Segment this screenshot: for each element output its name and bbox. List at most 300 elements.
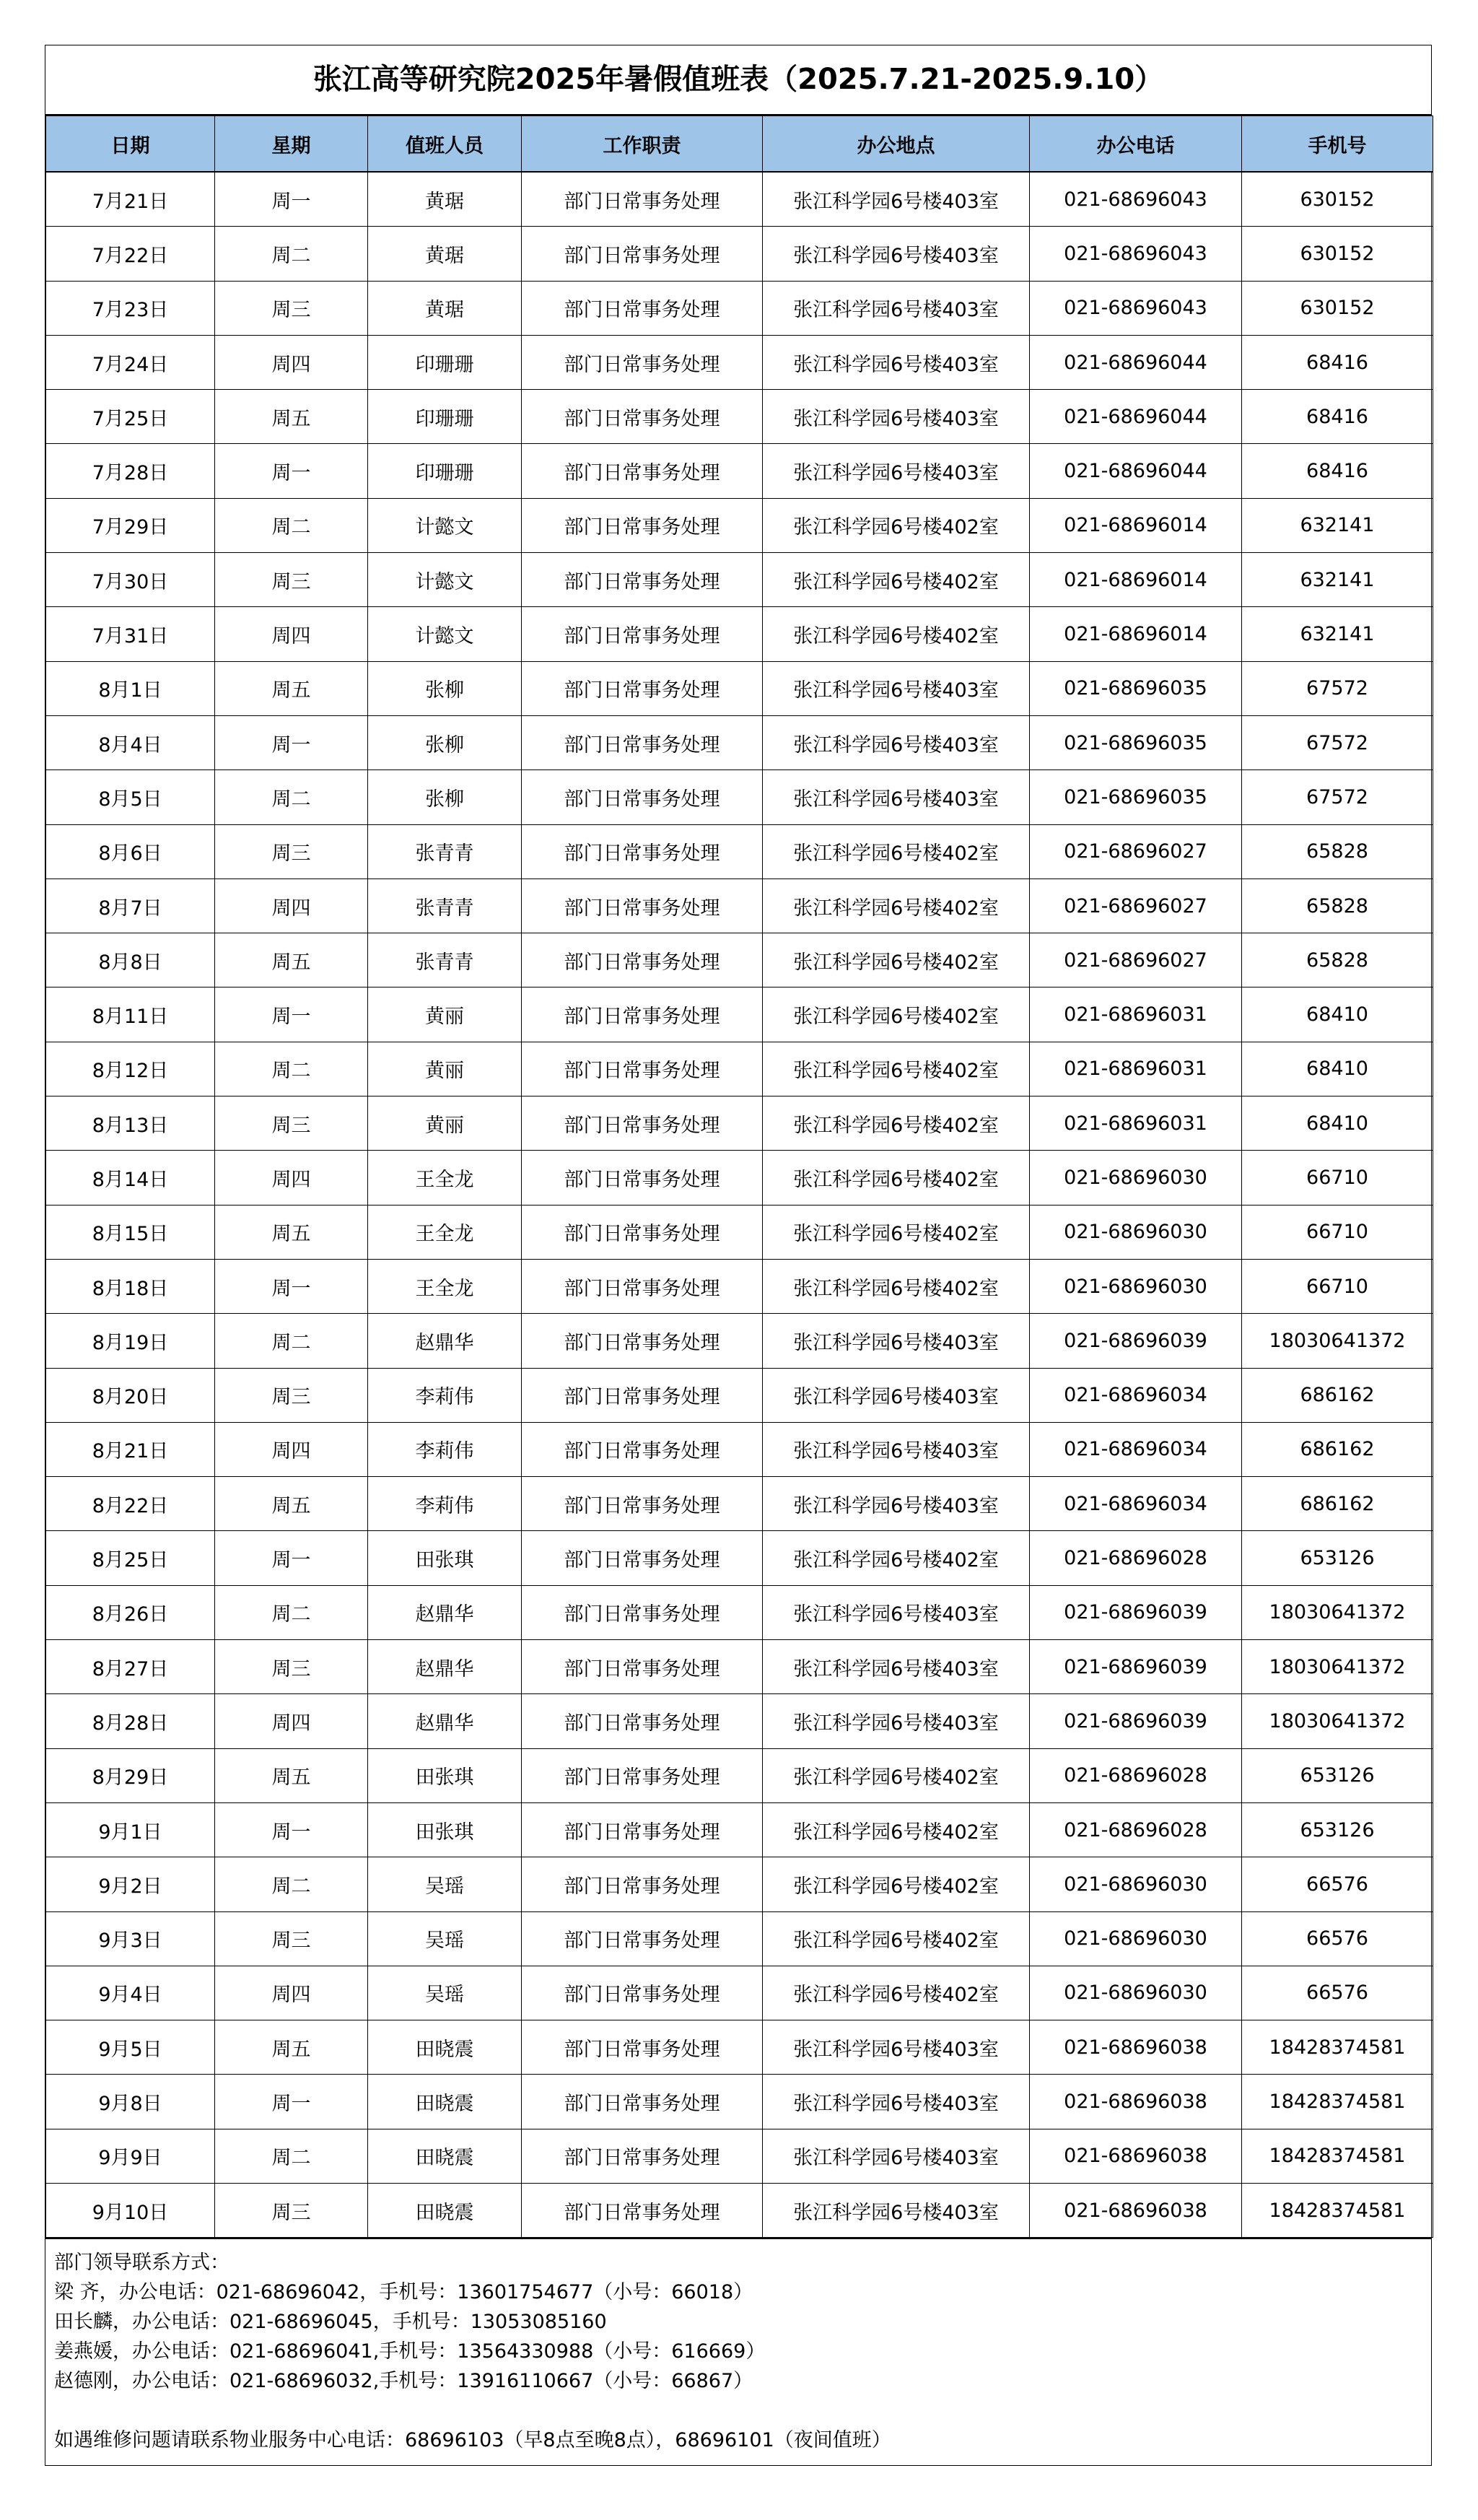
- duty-cell: 部门日常事务处理: [522, 1314, 763, 1368]
- header-weekday: 星期: [215, 116, 368, 173]
- weekday-cell: 周五: [215, 390, 368, 444]
- table-row: [46, 335, 1433, 389]
- mobile-cell: 68410: [1242, 1096, 1433, 1151]
- table-row: [46, 1694, 1433, 1748]
- mobile-cell: 653126: [1242, 1531, 1433, 1585]
- location-cell: 张江科学园6号楼403室: [763, 661, 1030, 715]
- date-cell: 9月5日: [46, 2020, 215, 2075]
- weekday-cell: 周一: [215, 172, 368, 227]
- duty-cell: 部门日常事务处理: [522, 1640, 763, 1694]
- leader-contact: 姜燕媛，办公电话：021-68696041,手机号：13564330988（小号：616669）: [54, 2340, 766, 2363]
- office-phone-cell: 021-68696014: [1030, 498, 1242, 552]
- duty-cell: 部门日常事务处理: [522, 878, 763, 933]
- office-phone-cell: 021-68696030: [1030, 1151, 1242, 1205]
- header-office-phone: 办公电话: [1030, 116, 1242, 173]
- location-cell: 张江科学园6号楼403室: [763, 227, 1030, 281]
- date-cell: 7月30日: [46, 553, 215, 607]
- mobile-cell: 68416: [1242, 390, 1433, 444]
- office-phone-cell: 021-68696044: [1030, 390, 1242, 444]
- office-phone-cell: 021-68696030: [1030, 1966, 1242, 2020]
- mobile-cell: 18428374581: [1242, 2129, 1433, 2183]
- location-cell: 张江科学园6号楼402室: [763, 553, 1030, 607]
- weekday-cell: 周四: [215, 1422, 368, 1476]
- location-cell: 张江科学园6号楼403室: [763, 2075, 1030, 2129]
- office-phone-cell: 021-68696035: [1030, 770, 1242, 824]
- office-phone-cell: 021-68696034: [1030, 1368, 1242, 1422]
- mobile-cell: 66576: [1242, 1966, 1433, 2020]
- staff-cell: 张青青: [368, 933, 522, 987]
- location-cell: 张江科学园6号楼403室: [763, 2020, 1030, 2075]
- mobile-cell: 68416: [1242, 444, 1433, 498]
- date-cell: 8月15日: [46, 1205, 215, 1259]
- staff-cell: 计懿文: [368, 498, 522, 552]
- office-phone-cell: 021-68696035: [1030, 715, 1242, 769]
- duty-cell: 部门日常事务处理: [522, 933, 763, 987]
- staff-cell: 赵鼎华: [368, 1585, 522, 1639]
- staff-cell: 黄丽: [368, 987, 522, 1042]
- weekday-cell: 周五: [215, 661, 368, 715]
- table-row: [46, 498, 1433, 552]
- staff-cell: 田张琪: [368, 1531, 522, 1585]
- mobile-cell: 632141: [1242, 498, 1433, 552]
- weekday-cell: 周一: [215, 987, 368, 1042]
- office-phone-cell: 021-68696027: [1030, 824, 1242, 878]
- table-row: [46, 1205, 1433, 1259]
- mobile-cell: 68410: [1242, 1042, 1433, 1096]
- location-cell: 张江科学园6号楼403室: [763, 172, 1030, 227]
- duty-cell: 部门日常事务处理: [522, 824, 763, 878]
- staff-cell: 田张琪: [368, 1802, 522, 1857]
- staff-cell: 黄琚: [368, 281, 522, 335]
- sheet-title: 张江高等研究院2025年暑假值班表（2025.7.21-2025.9.10）: [45, 45, 1431, 115]
- office-phone-cell: 021-68696039: [1030, 1585, 1242, 1639]
- duty-cell: 部门日常事务处理: [522, 335, 763, 389]
- header-mobile: 手机号: [1242, 116, 1433, 173]
- date-cell: 8月8日: [46, 933, 215, 987]
- table-row: [46, 1748, 1433, 1802]
- weekday-cell: 周五: [215, 1205, 368, 1259]
- staff-cell: 黄琚: [368, 172, 522, 227]
- office-phone-cell: 021-68696030: [1030, 1259, 1242, 1313]
- duty-cell: 部门日常事务处理: [522, 444, 763, 498]
- office-phone-cell: 021-68696027: [1030, 878, 1242, 933]
- weekday-cell: 周二: [215, 1585, 368, 1639]
- staff-cell: 黄丽: [368, 1042, 522, 1096]
- duty-table: [45, 115, 1433, 2238]
- staff-cell: 赵鼎华: [368, 1640, 522, 1694]
- date-cell: 8月11日: [46, 987, 215, 1042]
- staff-cell: 王全龙: [368, 1205, 522, 1259]
- duty-cell: 部门日常事务处理: [522, 553, 763, 607]
- staff-cell: 张柳: [368, 715, 522, 769]
- weekday-cell: 周二: [215, 2129, 368, 2183]
- duty-cell: 部门日常事务处理: [522, 1748, 763, 1802]
- mobile-cell: 66710: [1242, 1259, 1433, 1313]
- office-phone-cell: 021-68696043: [1030, 227, 1242, 281]
- table-row: [46, 770, 1433, 824]
- table-row: [46, 1422, 1433, 1476]
- table-row: [46, 1259, 1433, 1313]
- leaders-heading: 部门领导联系方式：: [54, 2251, 229, 2275]
- date-cell: 9月4日: [46, 1966, 215, 2020]
- date-cell: 7月25日: [46, 390, 215, 444]
- location-cell: 张江科学园6号楼402室: [763, 1259, 1030, 1313]
- location-cell: 张江科学园6号楼403室: [763, 1640, 1030, 1694]
- table-row: [46, 2075, 1433, 2129]
- duty-schedule-sheet: [45, 45, 1432, 2466]
- duty-cell: 部门日常事务处理: [522, 2075, 763, 2129]
- weekday-cell: 周四: [215, 607, 368, 661]
- table-row: [46, 390, 1433, 444]
- header-staff: 值班人员: [368, 116, 522, 173]
- table-header-row: [46, 116, 1433, 173]
- location-cell: 张江科学园6号楼402室: [763, 1911, 1030, 1966]
- date-cell: 7月21日: [46, 172, 215, 227]
- date-cell: 8月18日: [46, 1259, 215, 1313]
- mobile-cell: 67572: [1242, 661, 1433, 715]
- weekday-cell: 周三: [215, 2183, 368, 2237]
- office-phone-cell: 021-68696031: [1030, 1096, 1242, 1151]
- mobile-cell: 18030641372: [1242, 1585, 1433, 1639]
- office-phone-cell: 021-68696030: [1030, 1205, 1242, 1259]
- table-row: [46, 1151, 1433, 1205]
- mobile-cell: 67572: [1242, 770, 1433, 824]
- date-cell: 8月12日: [46, 1042, 215, 1096]
- date-cell: 8月26日: [46, 1585, 215, 1639]
- location-cell: 张江科学园6号楼403室: [763, 2129, 1030, 2183]
- duty-cell: 部门日常事务处理: [522, 1694, 763, 1748]
- weekday-cell: 周五: [215, 933, 368, 987]
- location-cell: 张江科学园6号楼403室: [763, 715, 1030, 769]
- staff-cell: 印珊珊: [368, 444, 522, 498]
- table-row: [46, 1477, 1433, 1531]
- office-phone-cell: 021-68696038: [1030, 2129, 1242, 2183]
- mobile-cell: 632141: [1242, 553, 1433, 607]
- header-location: 办公地点: [763, 116, 1030, 173]
- office-phone-cell: 021-68696034: [1030, 1422, 1242, 1476]
- location-cell: 张江科学园6号楼403室: [763, 281, 1030, 335]
- duty-cell: 部门日常事务处理: [522, 607, 763, 661]
- staff-cell: 印珊珊: [368, 335, 522, 389]
- weekday-cell: 周一: [215, 1259, 368, 1313]
- table-row: [46, 1966, 1433, 2020]
- mobile-cell: 653126: [1242, 1802, 1433, 1857]
- staff-cell: 田晓震: [368, 2075, 522, 2129]
- location-cell: 张江科学园6号楼403室: [763, 1477, 1030, 1531]
- table-row: [46, 933, 1433, 987]
- weekday-cell: 周四: [215, 878, 368, 933]
- date-cell: 8月19日: [46, 1314, 215, 1368]
- office-phone-cell: 021-68696031: [1030, 987, 1242, 1042]
- date-cell: 8月25日: [46, 1531, 215, 1585]
- office-phone-cell: 021-68696044: [1030, 444, 1242, 498]
- repair-note: 如遇维修问题请联系物业服务中心电话：68696103（早8点至晚8点），68696101（夜间值班）: [54, 2429, 891, 2452]
- location-cell: 张江科学园6号楼403室: [763, 1422, 1030, 1476]
- duty-cell: 部门日常事务处理: [522, 1531, 763, 1585]
- staff-cell: 田晓震: [368, 2183, 522, 2237]
- duty-cell: 部门日常事务处理: [522, 1368, 763, 1422]
- mobile-cell: 66576: [1242, 1857, 1433, 1911]
- weekday-cell: 周三: [215, 1640, 368, 1694]
- staff-cell: 李莉伟: [368, 1368, 522, 1422]
- weekday-cell: 周三: [215, 553, 368, 607]
- office-phone-cell: 021-68696014: [1030, 607, 1242, 661]
- mobile-cell: 67572: [1242, 715, 1433, 769]
- staff-cell: 印珊珊: [368, 390, 522, 444]
- weekday-cell: 周四: [215, 1966, 368, 2020]
- staff-cell: 李莉伟: [368, 1477, 522, 1531]
- table-row: [46, 227, 1433, 281]
- duty-cell: 部门日常事务处理: [522, 1966, 763, 2020]
- mobile-cell: 66576: [1242, 1911, 1433, 1966]
- office-phone-cell: 021-68696038: [1030, 2183, 1242, 2237]
- table-row: [46, 1911, 1433, 1966]
- office-phone-cell: 021-68696030: [1030, 1911, 1242, 1966]
- date-cell: 8月6日: [46, 824, 215, 878]
- mobile-cell: 630152: [1242, 227, 1433, 281]
- location-cell: 张江科学园6号楼403室: [763, 1585, 1030, 1639]
- office-phone-cell: 021-68696039: [1030, 1314, 1242, 1368]
- office-phone-cell: 021-68696028: [1030, 1802, 1242, 1857]
- location-cell: 张江科学园6号楼403室: [763, 2183, 1030, 2237]
- duty-cell: 部门日常事务处理: [522, 1259, 763, 1313]
- date-cell: 9月1日: [46, 1802, 215, 1857]
- mobile-cell: 18428374581: [1242, 2075, 1433, 2129]
- table-row: [46, 824, 1433, 878]
- duty-cell: 部门日常事务处理: [522, 1096, 763, 1151]
- location-cell: 张江科学园6号楼403室: [763, 444, 1030, 498]
- mobile-cell: 632141: [1242, 607, 1433, 661]
- table-row: [46, 1585, 1433, 1639]
- mobile-cell: 686162: [1242, 1477, 1433, 1531]
- weekday-cell: 周二: [215, 1042, 368, 1096]
- location-cell: 张江科学园6号楼403室: [763, 1368, 1030, 1422]
- table-row: [46, 1802, 1433, 1857]
- weekday-cell: 周三: [215, 1368, 368, 1422]
- duty-cell: 部门日常事务处理: [522, 1857, 763, 1911]
- location-cell: 张江科学园6号楼402室: [763, 1802, 1030, 1857]
- location-cell: 张江科学园6号楼402室: [763, 824, 1030, 878]
- mobile-cell: 686162: [1242, 1422, 1433, 1476]
- table-row: [46, 172, 1433, 227]
- staff-cell: 赵鼎华: [368, 1314, 522, 1368]
- date-cell: 9月10日: [46, 2183, 215, 2237]
- date-cell: 9月3日: [46, 1911, 215, 1966]
- staff-cell: 吴瑶: [368, 1966, 522, 2020]
- weekday-cell: 周二: [215, 227, 368, 281]
- weekday-cell: 周五: [215, 2020, 368, 2075]
- office-phone-cell: 021-68696028: [1030, 1748, 1242, 1802]
- staff-cell: 吴瑶: [368, 1911, 522, 1966]
- location-cell: 张江科学园6号楼403室: [763, 1314, 1030, 1368]
- weekday-cell: 周四: [215, 1694, 368, 1748]
- duty-cell: 部门日常事务处理: [522, 1042, 763, 1096]
- table-row: [46, 1096, 1433, 1151]
- table-row: [46, 987, 1433, 1042]
- date-cell: 7月22日: [46, 227, 215, 281]
- duty-cell: 部门日常事务处理: [522, 172, 763, 227]
- table-row: [46, 1531, 1433, 1585]
- location-cell: 张江科学园6号楼403室: [763, 390, 1030, 444]
- leader-contact: 梁 齐，办公电话：021-68696042，手机号：13601754677（小号：66018）: [54, 2281, 753, 2304]
- location-cell: 张江科学园6号楼402室: [763, 607, 1030, 661]
- weekday-cell: 周二: [215, 770, 368, 824]
- mobile-cell: 18428374581: [1242, 2183, 1433, 2237]
- date-cell: 8月1日: [46, 661, 215, 715]
- location-cell: 张江科学园6号楼402室: [763, 1096, 1030, 1151]
- weekday-cell: 周二: [215, 1857, 368, 1911]
- location-cell: 张江科学园6号楼402室: [763, 1531, 1030, 1585]
- weekday-cell: 周四: [215, 335, 368, 389]
- mobile-cell: 65828: [1242, 824, 1433, 878]
- table-row: [46, 661, 1433, 715]
- staff-cell: 田晓震: [368, 2129, 522, 2183]
- duty-cell: 部门日常事务处理: [522, 2020, 763, 2075]
- duty-cell: 部门日常事务处理: [522, 2183, 763, 2237]
- office-phone-cell: 021-68696027: [1030, 933, 1242, 987]
- mobile-cell: 68410: [1242, 987, 1433, 1042]
- mobile-cell: 68416: [1242, 335, 1433, 389]
- location-cell: 张江科学园6号楼402室: [763, 933, 1030, 987]
- location-cell: 张江科学园6号楼402室: [763, 1042, 1030, 1096]
- table-row: [46, 607, 1433, 661]
- table-row: [46, 281, 1433, 335]
- weekday-cell: 周五: [215, 1748, 368, 1802]
- header-duty: 工作职责: [522, 116, 763, 173]
- table-row: [46, 2129, 1433, 2183]
- weekday-cell: 周三: [215, 1911, 368, 1966]
- weekday-cell: 周五: [215, 1477, 368, 1531]
- date-cell: 7月24日: [46, 335, 215, 389]
- staff-cell: 吴瑶: [368, 1857, 522, 1911]
- date-cell: 8月22日: [46, 1477, 215, 1531]
- date-cell: 8月5日: [46, 770, 215, 824]
- duty-cell: 部门日常事务处理: [522, 1151, 763, 1205]
- staff-cell: 张青青: [368, 878, 522, 933]
- duty-cell: 部门日常事务处理: [522, 1585, 763, 1639]
- office-phone-cell: 021-68696044: [1030, 335, 1242, 389]
- mobile-cell: 65828: [1242, 933, 1433, 987]
- date-cell: 9月9日: [46, 2129, 215, 2183]
- date-cell: 7月29日: [46, 498, 215, 552]
- table-row: [46, 2020, 1433, 2075]
- location-cell: 张江科学园6号楼402室: [763, 1857, 1030, 1911]
- mobile-cell: 630152: [1242, 281, 1433, 335]
- date-cell: 9月2日: [46, 1857, 215, 1911]
- duty-cell: 部门日常事务处理: [522, 770, 763, 824]
- date-cell: 8月27日: [46, 1640, 215, 1694]
- weekday-cell: 周三: [215, 824, 368, 878]
- weekday-cell: 周一: [215, 2075, 368, 2129]
- date-cell: 8月20日: [46, 1368, 215, 1422]
- duty-cell: 部门日常事务处理: [522, 390, 763, 444]
- staff-cell: 王全龙: [368, 1259, 522, 1313]
- mobile-cell: 18030641372: [1242, 1640, 1433, 1694]
- contact-footer: [45, 2238, 1431, 2465]
- staff-cell: 李莉伟: [368, 1422, 522, 1476]
- table-row: [46, 2183, 1433, 2237]
- office-phone-cell: 021-68696039: [1030, 1640, 1242, 1694]
- table-row: [46, 553, 1433, 607]
- staff-cell: 赵鼎华: [368, 1694, 522, 1748]
- office-phone-cell: 021-68696034: [1030, 1477, 1242, 1531]
- staff-cell: 计懿文: [368, 607, 522, 661]
- mobile-cell: 686162: [1242, 1368, 1433, 1422]
- location-cell: 张江科学园6号楼403室: [763, 335, 1030, 389]
- duty-cell: 部门日常事务处理: [522, 1477, 763, 1531]
- date-cell: 8月14日: [46, 1151, 215, 1205]
- office-phone-cell: 021-68696038: [1030, 2020, 1242, 2075]
- staff-cell: 张青青: [368, 824, 522, 878]
- date-cell: 7月31日: [46, 607, 215, 661]
- office-phone-cell: 021-68696038: [1030, 2075, 1242, 2129]
- location-cell: 张江科学园6号楼402室: [763, 1151, 1030, 1205]
- mobile-cell: 65828: [1242, 878, 1433, 933]
- duty-cell: 部门日常事务处理: [522, 715, 763, 769]
- date-cell: 9月8日: [46, 2075, 215, 2129]
- staff-cell: 计懿文: [368, 553, 522, 607]
- weekday-cell: 周一: [215, 1802, 368, 1857]
- staff-cell: 田晓震: [368, 2020, 522, 2075]
- weekday-cell: 周三: [215, 1096, 368, 1151]
- weekday-cell: 周四: [215, 1151, 368, 1205]
- office-phone-cell: 021-68696035: [1030, 661, 1242, 715]
- office-phone-cell: 021-68696014: [1030, 553, 1242, 607]
- staff-cell: 张柳: [368, 770, 522, 824]
- table-row: [46, 715, 1433, 769]
- duty-cell: 部门日常事务处理: [522, 987, 763, 1042]
- duty-cell: 部门日常事务处理: [522, 2129, 763, 2183]
- duty-cell: 部门日常事务处理: [522, 1205, 763, 1259]
- table-row: [46, 1042, 1433, 1096]
- location-cell: 张江科学园6号楼402室: [763, 878, 1030, 933]
- duty-cell: 部门日常事务处理: [522, 281, 763, 335]
- office-phone-cell: 021-68696031: [1030, 1042, 1242, 1096]
- location-cell: 张江科学园6号楼402室: [763, 1205, 1030, 1259]
- date-cell: 8月13日: [46, 1096, 215, 1151]
- date-cell: 7月28日: [46, 444, 215, 498]
- weekday-cell: 周三: [215, 281, 368, 335]
- weekday-cell: 周一: [215, 1531, 368, 1585]
- table-row: [46, 444, 1433, 498]
- weekday-cell: 周二: [215, 498, 368, 552]
- duty-cell: 部门日常事务处理: [522, 1802, 763, 1857]
- mobile-cell: 66710: [1242, 1151, 1433, 1205]
- date-cell: 7月23日: [46, 281, 215, 335]
- duty-cell: 部门日常事务处理: [522, 1422, 763, 1476]
- mobile-cell: 18030641372: [1242, 1694, 1433, 1748]
- mobile-cell: 653126: [1242, 1748, 1433, 1802]
- date-cell: 8月28日: [46, 1694, 215, 1748]
- date-cell: 8月4日: [46, 715, 215, 769]
- location-cell: 张江科学园6号楼402室: [763, 1966, 1030, 2020]
- mobile-cell: 18030641372: [1242, 1314, 1433, 1368]
- staff-cell: 黄丽: [368, 1096, 522, 1151]
- table-row: [46, 1857, 1433, 1911]
- staff-cell: 黄琚: [368, 227, 522, 281]
- duty-cell: 部门日常事务处理: [522, 661, 763, 715]
- location-cell: 张江科学园6号楼402室: [763, 987, 1030, 1042]
- table-row: [46, 1640, 1433, 1694]
- office-phone-cell: 021-68696039: [1030, 1694, 1242, 1748]
- location-cell: 张江科学园6号楼403室: [763, 1694, 1030, 1748]
- office-phone-cell: 021-68696030: [1030, 1857, 1242, 1911]
- office-phone-cell: 021-68696028: [1030, 1531, 1242, 1585]
- date-cell: 8月7日: [46, 878, 215, 933]
- location-cell: 张江科学园6号楼402室: [763, 498, 1030, 552]
- mobile-cell: 66710: [1242, 1205, 1433, 1259]
- table-row: [46, 1368, 1433, 1422]
